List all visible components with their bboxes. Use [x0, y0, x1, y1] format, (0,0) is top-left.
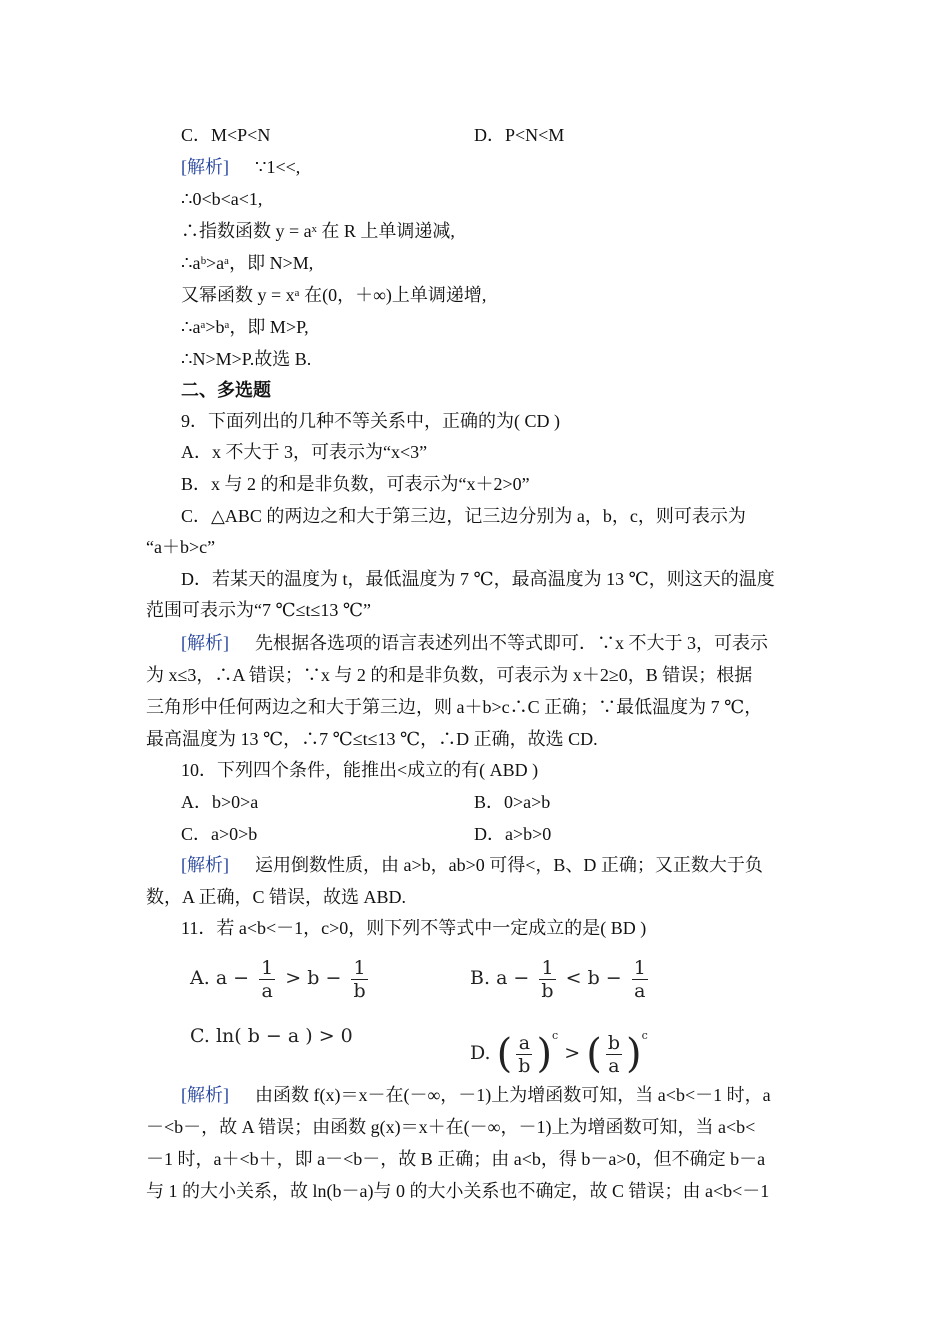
analysis-tag: [解析]	[181, 157, 229, 177]
analysis-line: 为 x≤3，∴A 错误；∵x 与 2 的和是非负数，可表示为 x＋2≥0，B 错误；根据	[146, 665, 753, 685]
analysis-line: 最高温度为 13 ℃，∴7 ℃≤t≤13 ℃，∴D 正确，故选 CD.	[146, 729, 598, 749]
question-11: 11．若 a<b<－1，c>0，则下列不等式中一定成立的是( BD )	[181, 918, 647, 938]
analysis-line: 数，A 正确，C 错误，故选 ABD.	[146, 887, 407, 907]
question-9: 9．下面列出的几种不等关系中，正确的为( CD )	[181, 411, 560, 431]
analysis-tag: [解析]	[181, 633, 229, 653]
option-c-8: C．M<P<N	[181, 125, 271, 145]
analysis-line: ∴N>M>P.故选 B.	[181, 349, 312, 369]
analysis-line: ∴aᵃ>bᵃ，即 M>P,	[181, 317, 309, 337]
analysis-line: 先根据各选项的语言表述列出不等式即可．∵x 不大于 3，可表示	[255, 633, 768, 653]
analysis-line: －1 时，a＋<b＋，即 a－<b－，故 B 正确；由 a<b，得 b－a>0，但不确定 b－a	[146, 1149, 766, 1169]
analysis-line: －<b－，故 A 错误；由函数 g(x)＝x＋在(－∞，－1)上为增函数可知，当 a<b<	[146, 1117, 756, 1137]
option-b-9: B．x 与 2 的和是非负数，可表示为“x＋2>0”	[181, 474, 530, 494]
analysis-line: 又幂函数 y = xᵃ 在(0，＋∞)上单调递增,	[181, 285, 487, 305]
section-heading: 二、多选题	[181, 380, 271, 400]
analysis-tag: [解析]	[181, 855, 229, 875]
analysis-line: 与 1 的大小关系，故 ln(b－a)与 0 的大小关系也不确定，故 C 错误；由 a<b<－1	[146, 1181, 770, 1201]
option-c-9: C．△ABC 的两边之和大于第三边，记三边分别为 a，b，c，则可表示为	[181, 506, 746, 526]
option-c-11: C. ln( b − a ) > 0	[190, 1025, 353, 1047]
analysis-line: 运用倒数性质，由 a>b，ab>0 可得<，B、D 正确；又正数大于负	[255, 855, 763, 875]
option-c-9-cont: “a＋b>c”	[146, 537, 216, 557]
option-b-10: B．0>a>b	[474, 792, 551, 812]
option-d-8: D．P<N<M	[474, 125, 565, 145]
question-10: 10．下列四个条件，能推出<成立的有( ABD )	[181, 760, 539, 780]
analysis-line: ∴0<b<a<1,	[181, 189, 263, 209]
analysis-line: ∴指数函数 y = aˣ 在 R 上单调递减,	[181, 221, 455, 241]
option-c-10: C．a>0>b	[181, 824, 258, 844]
analysis-tag: [解析]	[181, 1085, 229, 1105]
option-a-10: A．b>0>a	[181, 792, 259, 812]
option-a-9: A．x 不大于 3，可表示为“x<3”	[181, 442, 428, 462]
option-d-10: D．a>b>0	[474, 824, 552, 844]
option-d-9-cont: 范围可表示为“7 ℃≤t≤13 ℃”	[146, 600, 372, 620]
option-b-11: B. a − $\frac{1}{b}$ < b − $\frac{1}{a}$	[470, 956, 646, 1002]
analysis-line: ∵1<<,	[255, 157, 301, 177]
analysis-line: ∴aᵇ>aᵃ，即 N>M,	[181, 253, 314, 273]
option-a-11: A. a − $\frac{1}{a}$ > b − $\frac{1}{b}$	[190, 956, 366, 1002]
analysis-line: 由函数 f(x)＝x－在(－∞，－1)上为增函数可知，当 a<b<－1 时，a	[255, 1085, 771, 1105]
option-d-9: D．若某天的温度为 t，最低温度为 7 ℃，最高温度为 13 ℃，则这天的温度	[181, 569, 775, 589]
option-d-11: D. ( $\frac{a}{b}$ )$^c$ > ( $\frac{b}{a}$ )$^c$	[470, 1029, 648, 1077]
analysis-line: 三角形中任何两边之和大于第三边，则 a＋b>c∴C 正确；∵最低温度为 7 ℃，	[146, 697, 763, 717]
